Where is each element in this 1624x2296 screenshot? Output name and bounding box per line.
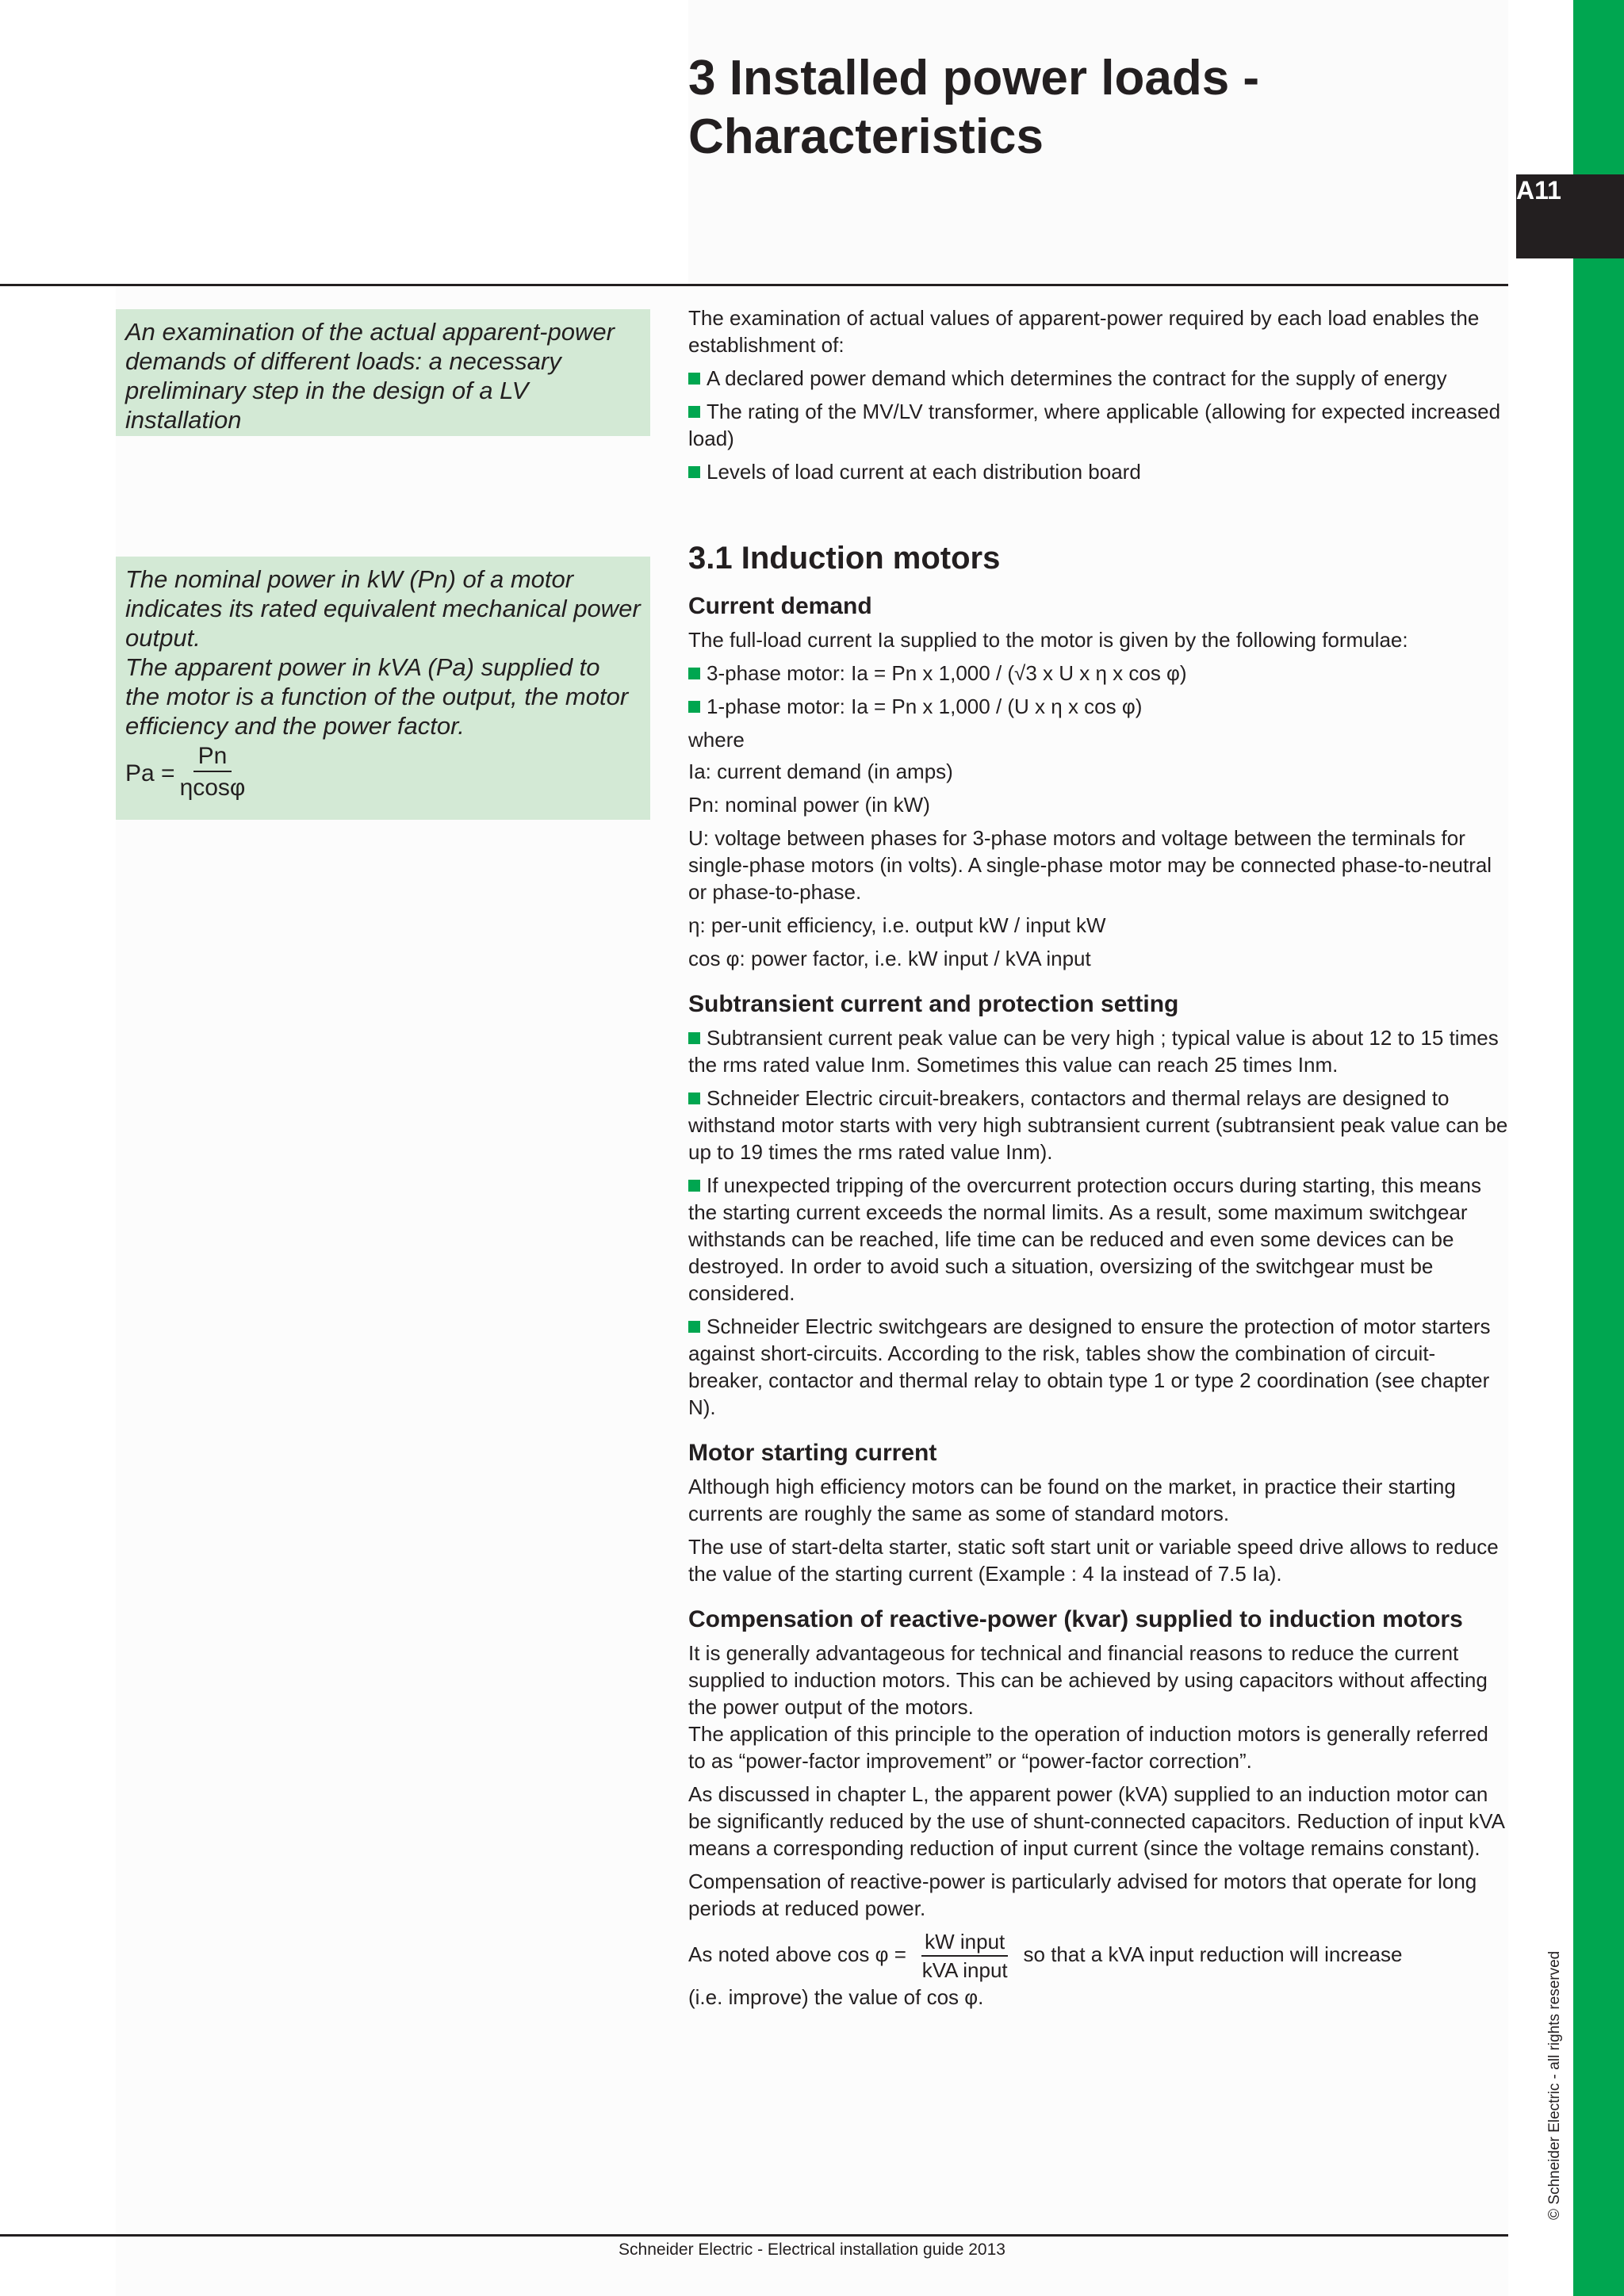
main-column <box>688 304 1508 2017</box>
starting-current-heading: Motor starting current <box>688 1440 937 1466</box>
green-edge-stripe <box>1573 0 1624 2296</box>
compensation-p1a: It is generally advantageous for technical and financial reasons to reduce the current supplied to induction motors. This can be achieved by using capacitors without affecting the power output of the motors. <box>688 1641 1488 1719</box>
formula-1-phase: 1-phase motor: Ia = Pn x 1,000 / (U x η x cos φ) <box>688 693 1508 720</box>
section-heading: 3.1 Induction motors <box>688 541 1001 576</box>
definition-cos-phi: cos φ: power factor, i.e. kW input / kVA input <box>688 947 1091 970</box>
bullet-square-icon <box>688 701 700 713</box>
p4-lhs: cos φ = <box>837 1942 906 1966</box>
subtransient-heading: Subtransient current and protection setting <box>688 991 1179 1017</box>
bullet-square-icon <box>688 1093 700 1104</box>
top-rule <box>0 284 1508 286</box>
compensation-p3: Compensation of reactive-power is particularly advised for motors that operate for long periods at reduced power. <box>688 1869 1477 1920</box>
formula-denominator: ηcosφ <box>179 775 246 801</box>
definition-eta: η: per-unit efficiency, i.e. output kW / input kW <box>688 913 1106 937</box>
bullet-square-icon <box>688 1032 700 1044</box>
page-title <box>688 49 1529 166</box>
formula-3-phase: 3-phase motor: Ia = Pn x 1,000 / (√3 x U x η x cos φ) <box>688 660 1508 687</box>
page-footer: Schneider Electric - Electrical installation guide 2013 <box>619 2241 1005 2259</box>
starting-current-p2: The use of start-delta starter, static soft start unit or variable speed drive allows to reduce the value of the starting current (Example : 4 Ia instead of 7.5 Ia). <box>688 1535 1499 1586</box>
page-tab <box>1516 174 1624 258</box>
where-label: where <box>688 728 745 752</box>
cos-phi-fraction <box>921 1928 1008 1984</box>
compensation-p4-end: (i.e. improve) the value of cos φ. <box>688 1985 984 2009</box>
cos-phi-numerator: kW input <box>921 1928 1008 1957</box>
compensation-p2: As discussed in chapter L, the apparent power (kVA) supplied to an induction motor can be significantly reduced by the use of shunt-connected capacitors. Reduction of input kVA means a corresponding reduction of input current (since the voltage remains constant). <box>688 1782 1504 1860</box>
apparent-power-formula <box>125 742 641 804</box>
cos-phi-denominator: kVA input <box>921 1958 1008 1982</box>
p4-post: so that a kVA input reduction will increase <box>1023 1942 1403 1966</box>
formula-numerator: Pn <box>193 742 232 772</box>
intro-bullet-2: The rating of the MV/LV transformer, where applicable (allowing for expected increased load) <box>688 400 1501 450</box>
starting-current-p1: Although high efficiency motors can be found on the market, in practice their starting currents are roughly the same as some of standard motors. <box>688 1475 1456 1525</box>
bullet-square-icon <box>688 1321 700 1333</box>
definition-ia: Ia: current demand (in amps) <box>688 760 953 783</box>
intro-lead: The examination of actual values of apparent-power required by each load enables the establishment of: <box>688 306 1480 357</box>
bullet-square-icon <box>688 466 700 478</box>
intro-bullet-3: Levels of load current at each distribution board <box>688 458 1508 485</box>
current-demand-lead: The full-load current Ia supplied to the motor is given by the following formulae: <box>688 628 1408 652</box>
sidebar-note-1-text: An examination of the actual apparent-power demands of different loads: a necessary preliminary step in the design of a LV installation <box>125 318 615 434</box>
bottom-rule <box>0 2234 1508 2237</box>
bullet-square-icon <box>688 373 700 385</box>
sidebar-note-2-p2: The apparent power in kVA (Pa) supplied to the motor is a function of the output, the motor efficiency and the power factor. <box>125 653 629 740</box>
subtransient-bullet-1: Subtransient current peak value can be very high ; typical value is about 12 to 15 times the rms rated value Inm. Sometimes this value can reach 25 times Inm. <box>688 1026 1499 1077</box>
title-line-2: Characteristics <box>688 109 1044 164</box>
p4-pre: As noted above <box>688 1942 832 1966</box>
intro-bullet-1: A declared power demand which determines the contract for the supply of energy <box>688 365 1508 392</box>
subtransient-bullet-3: If unexpected tripping of the overcurrent protection occurs during starting, this means the starting current exceeds the normal limits. As a result, some maximum switchgear withstands can be reached, life time can be reduced and even some devices can be destroyed. In order to avoid such a situation, oversizing of the switchgear must be considered. <box>688 1173 1481 1305</box>
formula-lhs: Pa = <box>125 760 175 786</box>
sidebar-note-2-p1: The nominal power in kW (Pn) of a motor indicates its rated equivalent mechanical power output. <box>125 565 641 652</box>
bullet-square-icon <box>688 668 700 679</box>
compensation-heading: Compensation of reactive-power (kvar) supplied to induction motors <box>688 1606 1463 1632</box>
subtransient-bullet-2: Schneider Electric circuit-breakers, contactors and thermal relays are designed to withstand motor starts with very high subtransient current (subtransient peak value can be up to 19 times the rms rated value Inm). <box>688 1086 1508 1164</box>
subtransient-bullet-4: Schneider Electric switchgears are designed to ensure the protection of motor starters against short-circuits. According to the risk, tables show the combination of circuit-breaker, contactor and thermal relay to obtain type 1 or type 2 coordination (see chapter N). <box>688 1314 1491 1419</box>
definition-pn: Pn: nominal power (in kW) <box>688 793 930 817</box>
sidebar-note-2 <box>116 557 650 820</box>
current-demand-heading: Current demand <box>688 593 872 619</box>
sidebar-note-1 <box>116 309 650 436</box>
copyright-notice: © Schneider Electric - all rights reserved <box>1546 1950 1563 2220</box>
compensation-p4 <box>688 1928 1508 1984</box>
formula-fraction <box>180 742 246 804</box>
compensation-p1b: The application of this principle to the operation of induction motors is generally referred to as “power-factor improvement” or “power-factor correction”. <box>688 1722 1488 1773</box>
bullet-square-icon <box>688 1180 700 1192</box>
definition-u: U: voltage between phases for 3-phase motors and voltage between the terminals for single-phase motors (in volts). A single-phase motor may be connected phase-to-neutral or phase-to-phase. <box>688 826 1492 904</box>
bullet-square-icon <box>688 406 700 418</box>
page-code: A11 <box>1516 176 1561 205</box>
title-line-1: 3 Installed power loads - <box>688 51 1260 105</box>
